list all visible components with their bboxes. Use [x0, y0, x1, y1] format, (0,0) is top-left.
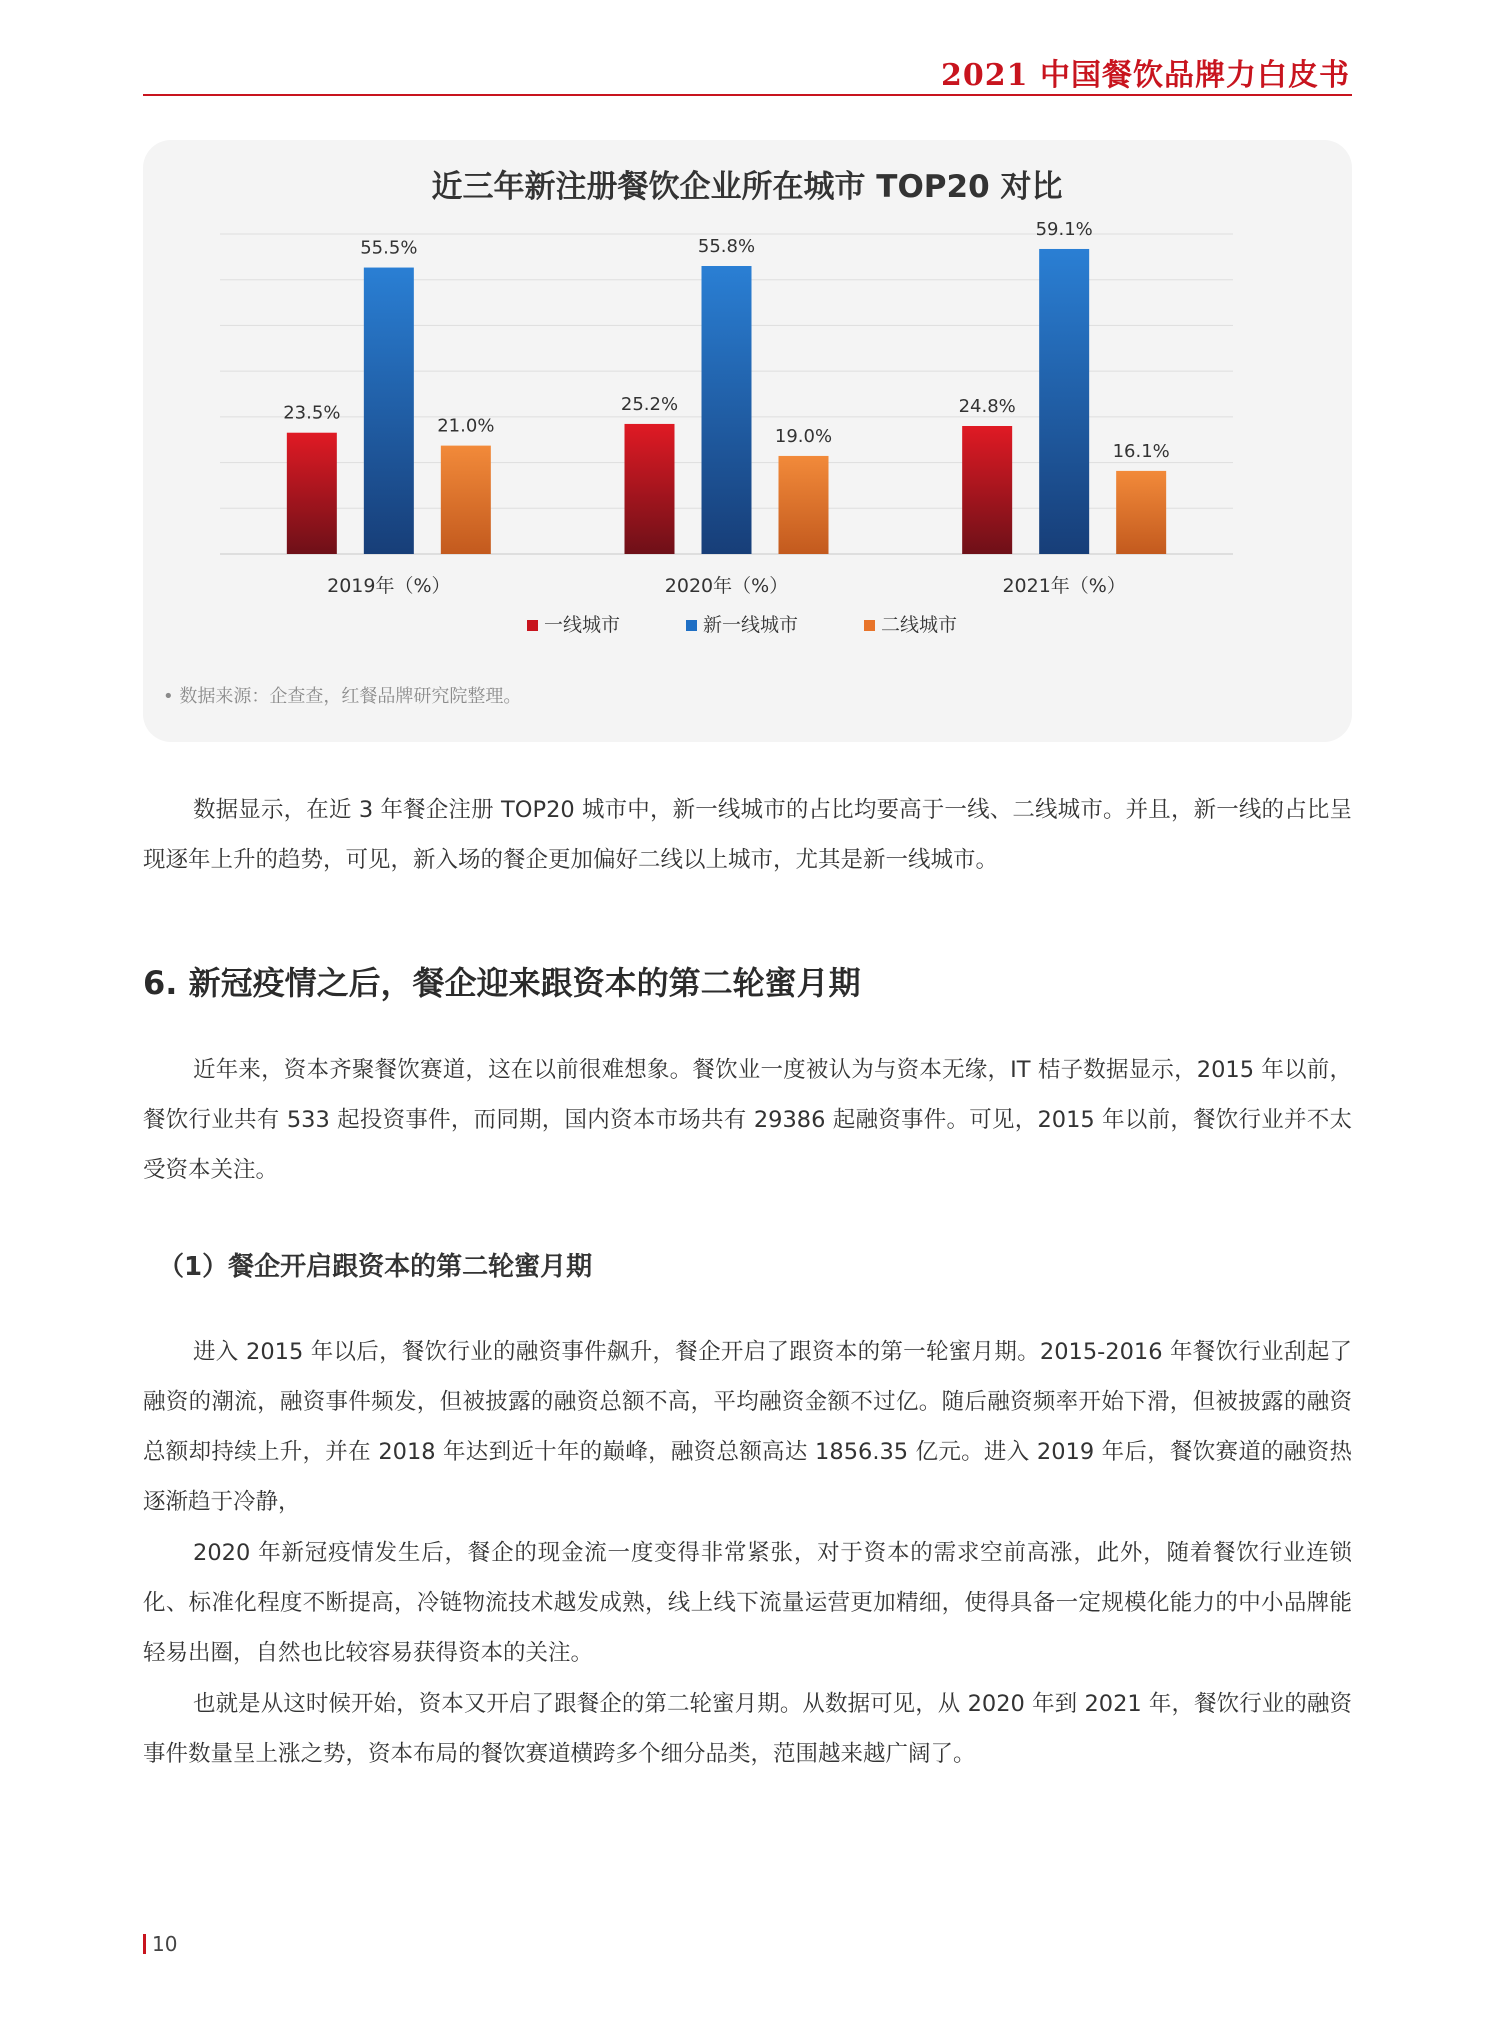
paragraph-4: 2020 年新冠疫情发生后，餐企的现金流一度变得非常紧张，对于资本的需求空前高涨，此外，随着餐饮行业连锁化、标准化程度不断提高，冷链物流技术越发成熟，线上线下流量运营更加精细，使得具备一定规模化能力的中小品牌能轻易出圈，自然也比较容易获得资本的关注。	[143, 1540, 1352, 1666]
section-heading: 6. 新冠疫情之后，餐企迎来跟资本的第二轮蜜月期	[143, 964, 861, 1002]
data-label: 55.8%	[697, 236, 756, 257]
legend-label: 新一线城市	[703, 614, 799, 636]
legend-label: 一线城市	[544, 614, 621, 636]
data-label: 23.5%	[283, 402, 341, 424]
sub-heading: （1）餐企开启跟资本的第二轮蜜月期	[158, 1252, 593, 1282]
bar-0-1	[625, 424, 675, 554]
legend-label: 二线城市	[881, 614, 958, 636]
legend-swatch	[527, 620, 538, 631]
header-title: 2021 中国餐饮品牌力白皮书	[941, 58, 1350, 93]
bar-1-1	[702, 266, 752, 554]
chart-panel	[143, 140, 1352, 742]
chart-title: 近三年新注册餐饮企业所在城市 TOP20 对比	[431, 169, 1063, 205]
bar-1-2	[1039, 249, 1089, 554]
bar-2-2	[1116, 471, 1166, 554]
bar-0-2	[962, 426, 1012, 554]
data-label: 19.0%	[774, 425, 833, 447]
paragraph-1: 数据显示，在近 3 年餐企注册 TOP20 城市中，新一线城市的占比均要高于一线、二线城市。并且，新一线的占比呈现逐年上升的趋势，可见，新入场的餐企更加偏好二线以上城市，尤其是新一线城市。	[143, 797, 1352, 873]
bar-0-0	[287, 433, 337, 554]
page-number: 10	[143, 1934, 177, 1954]
legend-swatch	[864, 620, 875, 631]
bar-1-0	[364, 268, 414, 554]
data-label: 59.1%	[1035, 218, 1093, 240]
data-label: 25.2%	[620, 393, 679, 415]
bar-2-0	[441, 446, 491, 554]
paragraph-5: 也就是从这时候开始，资本又开启了跟餐企的第二轮蜜月期。从数据可见，从 2020 年到 2021 年，餐饮行业的融资事件数量呈上涨之势，资本布局的餐饮赛道横跨多个细分品类，范围越来越广阔了。	[143, 1691, 1352, 1767]
source-note: • 数据来源：企查查，红餐品牌研究院整理。	[163, 686, 522, 707]
category-label: 2021年（%）	[1002, 575, 1126, 597]
paragraph-3: 进入 2015 年以后，餐饮行业的融资事件飙升，餐企开启了跟资本的第一轮蜜月期。2015-2016 年餐饮行业刮起了融资的潮流，融资事件频发，但被披露的融资总额不高，平均融资金额不过亿。随后融资频率开始下滑，但被披露的融资总额却持续上升，并在 2018 年达到近十年的巅峰，融资总额高达 1856.35 亿元。进入 2019 年后，餐饮赛道的融资热逐渐趋于冷静，	[143, 1339, 1352, 1515]
data-label: 16.1%	[1112, 440, 1170, 462]
header-rule	[143, 94, 1352, 96]
paragraph-2: 近年来，资本齐聚餐饮赛道，这在以前很难想象。餐饮业一度被认为与资本无缘，IT 桔子数据显示，2015 年以前，餐饮行业共有 533 起投资事件，而同期，国内资本市场共有 29386 起融资事件。可见，2015 年以前，餐饮行业并不太受资本关注。	[143, 1057, 1352, 1183]
category-label: 2019年（%）	[327, 575, 451, 597]
data-label: 21.0%	[437, 415, 495, 437]
category-label: 2020年（%）	[664, 575, 789, 597]
legend-swatch	[686, 620, 697, 631]
bar-2-1	[779, 456, 829, 554]
data-label: 55.5%	[360, 237, 418, 259]
bar-chart	[143, 140, 1352, 742]
data-label: 24.8%	[958, 396, 1016, 417]
